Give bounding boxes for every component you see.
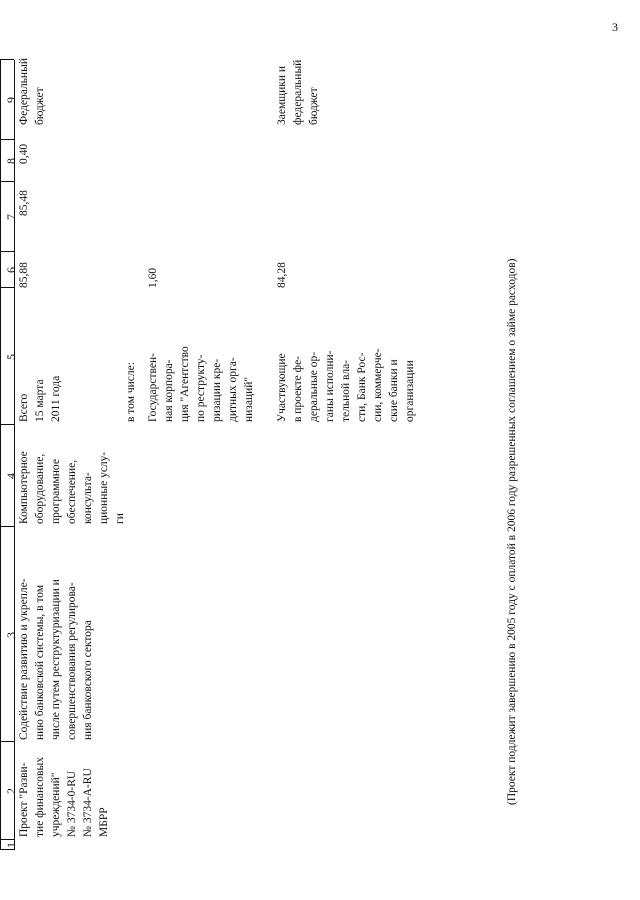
column-divider bbox=[0, 526, 14, 527]
total-column-9: Федеральный бюджет bbox=[18, 58, 46, 125]
column-number: 3 bbox=[4, 632, 18, 638]
column-divider bbox=[0, 59, 14, 60]
total-column-7: 85,48 bbox=[18, 190, 30, 216]
column-number: 1 bbox=[4, 842, 18, 848]
project-footnote: (Проект подлежит завершению в 2005 году с оплатой в 2006 году разрешенных соглашением о займе расходов) bbox=[506, 258, 518, 805]
participants-label: Участвующие в проекте фе- деральные ор- ганы исполни- тельной вла- сти, Банк Рос- сии, коммерче- ские банки и организации bbox=[276, 348, 416, 422]
total-column-8: 0,40 bbox=[18, 143, 30, 164]
agency-column-6: 1,60 bbox=[147, 267, 159, 288]
column-divider bbox=[0, 139, 14, 140]
page-number: 3 bbox=[612, 20, 618, 34]
project-items-cell: Компьютерное оборудование, программное обеспечение, консульта- ционные услу- ги bbox=[18, 451, 126, 524]
total-label: Всего 15 марта 2011 года bbox=[18, 375, 62, 422]
column-number: 6 bbox=[4, 267, 18, 273]
project-purpose-cell: Содействие развитию и укрепле- нию банковской системы, в том числе путем реструктуризации и совершенствования регулирова- ния банковского сектора bbox=[18, 578, 94, 740]
participants-column-9: Заемщики и федеральный бюджет bbox=[276, 59, 320, 125]
agency-label: Государствен- ная корпора- ция "Агентство по реструкту- ризации кре- дитных орга- низаций" bbox=[147, 346, 255, 422]
participants-column-6: 84,28 bbox=[276, 262, 288, 288]
column-divider bbox=[0, 424, 14, 425]
column-number: 2 bbox=[4, 788, 18, 794]
column-number: 5 bbox=[4, 354, 18, 360]
column-divider bbox=[0, 741, 14, 742]
column-number: 4 bbox=[4, 473, 18, 479]
column-number: 9 bbox=[4, 97, 18, 103]
project-name-cell: Проект "Разви- тие финансовых учреждений" № 3734-0-RU № 3734-A-RU МБРР bbox=[18, 757, 110, 837]
column-number: 8 bbox=[4, 158, 18, 164]
column-number: 7 bbox=[4, 214, 18, 220]
column-divider bbox=[0, 181, 14, 182]
total-column-6: 85,88 bbox=[18, 262, 30, 288]
table-top-border bbox=[0, 60, 1, 850]
including-label: в том числе: bbox=[125, 362, 137, 422]
